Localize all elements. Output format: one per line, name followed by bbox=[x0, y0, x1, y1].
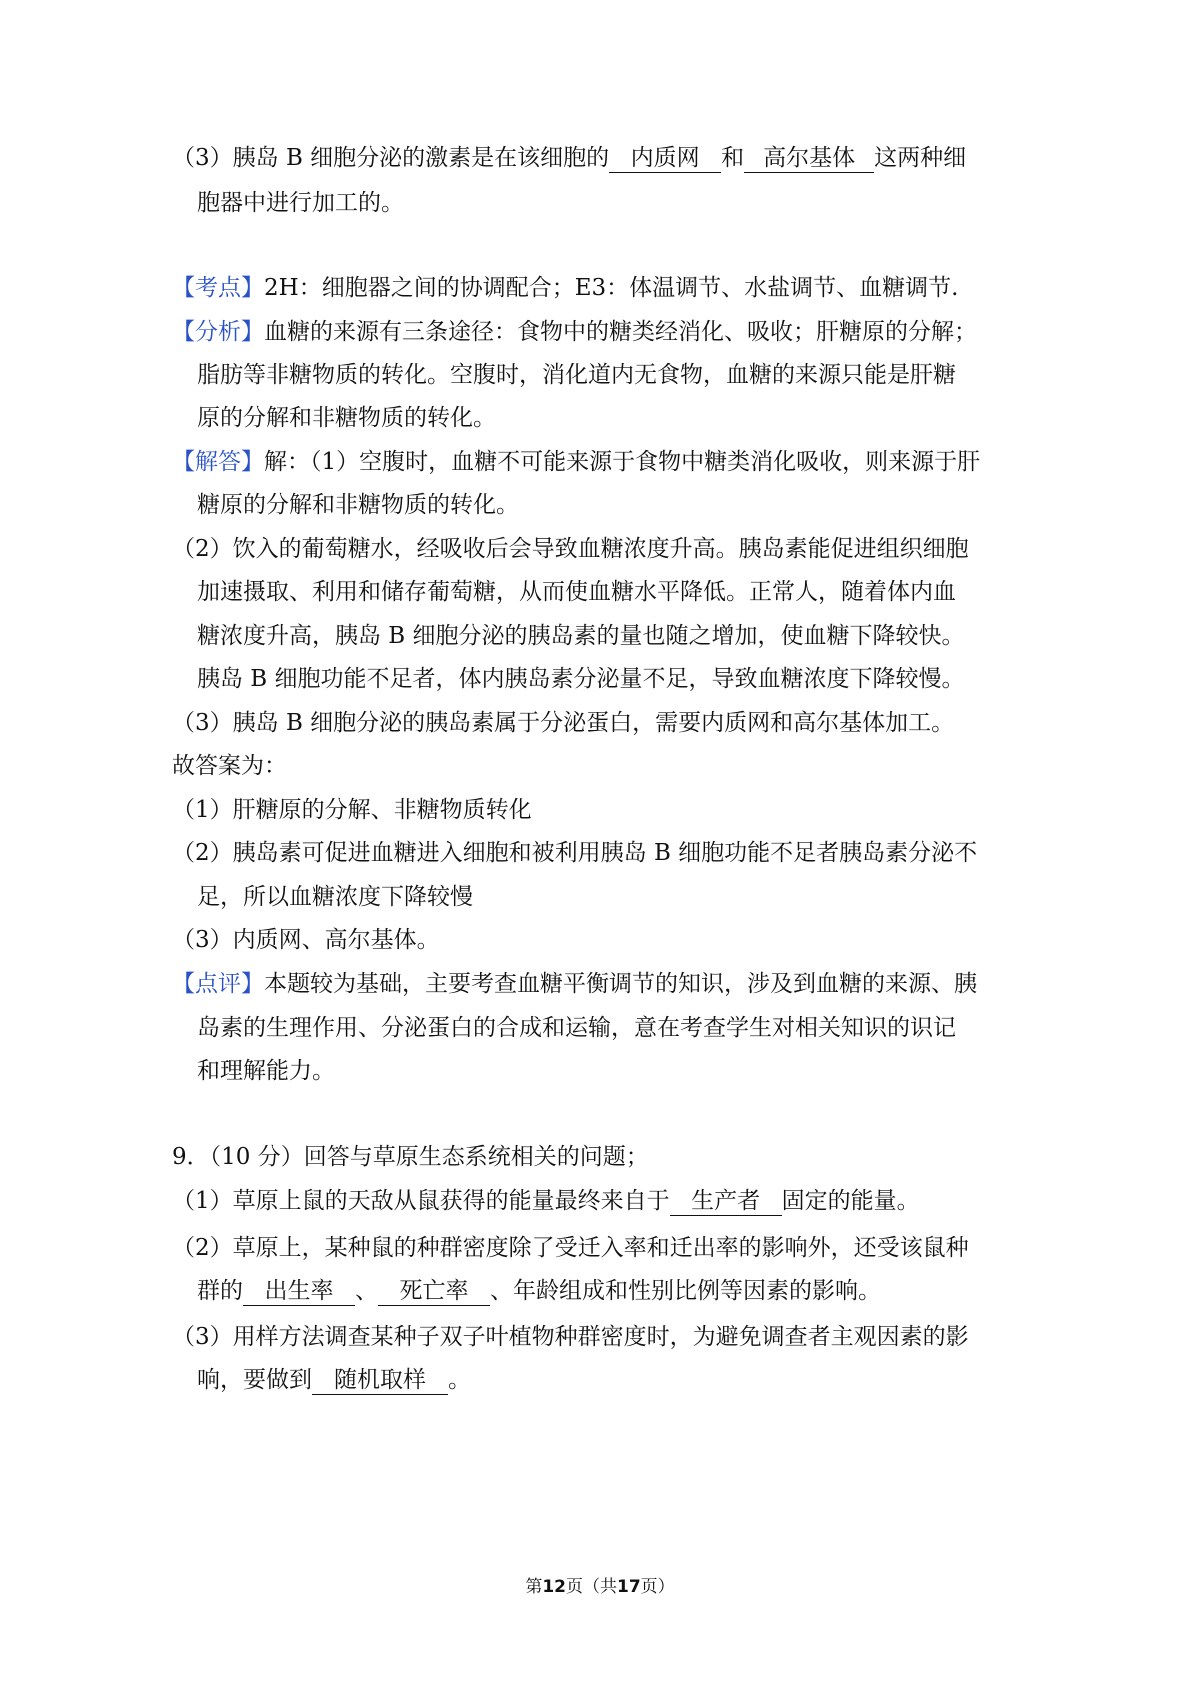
q9-part3-line2 bbox=[0, 1364, 1200, 1396]
page-footer bbox=[0, 1572, 1200, 1597]
dianping-line1 bbox=[0, 968, 1200, 1000]
answer-2-line1: （2）胰岛素可促进血糖进入细胞和被利用胰岛 B 细胞功能不足者胰岛素分泌不 bbox=[172, 840, 978, 866]
answer-blank-producer: 生产者 bbox=[670, 1187, 782, 1216]
q9-part2-line2 bbox=[0, 1275, 1200, 1307]
answer-blank-death-rate: 死亡率 bbox=[378, 1277, 490, 1306]
q8-part3-text: （3）胰岛 B 细胞分泌的激素是在该细胞的 bbox=[172, 145, 610, 171]
q9-part2-line1: （2）草原上，某种鼠的种群密度除了受迁入率和迁出率的影响外，还受该鼠种 bbox=[172, 1235, 969, 1261]
q9-part1-text: （1）草原上鼠的天敌从鼠获得的能量最终来自于 bbox=[172, 1188, 670, 1214]
kaodian-label: 【考点】 bbox=[172, 275, 264, 301]
answer-summary-label: 故答案为： bbox=[172, 753, 287, 779]
dianping-label: 【点评】 bbox=[172, 971, 264, 997]
q9-part1-text-end: 固定的能量。 bbox=[781, 1188, 920, 1214]
jieda-line1 bbox=[0, 446, 1200, 478]
answer-blank-birth-rate: 出生率 bbox=[243, 1277, 355, 1306]
q8-part3-text-end: 这两种细 bbox=[874, 145, 967, 171]
q8-part3-line1 bbox=[0, 142, 1200, 174]
fenxi-line3: 原的分解和非糖物质的转化。 bbox=[197, 405, 496, 431]
kaodian-line bbox=[0, 272, 1200, 304]
q8-part3-connector: 和 bbox=[721, 145, 745, 171]
page-number: 12 bbox=[542, 1577, 566, 1597]
dianping-text1: 本题较为基础，主要考查血糖平衡调节的知识，涉及到血糖的来源、胰 bbox=[264, 971, 977, 997]
answer-blank-1: 内质网 bbox=[609, 144, 721, 173]
fenxi-label: 【分析】 bbox=[172, 319, 264, 345]
q9-part3-text-end: 。 bbox=[448, 1367, 471, 1393]
kaodian-text: 2H：细胞器之间的协调配合；E3：体温调节、水盐调节、血糖调节. bbox=[264, 275, 959, 301]
jieda-label: 【解答】 bbox=[172, 449, 264, 475]
q9-part3-line1: （3）用样方法调查某种子双子叶植物种群密度时，为避免调查者主观因素的影 bbox=[172, 1324, 969, 1350]
q9-part3-text: 响，要做到 bbox=[197, 1367, 312, 1393]
fenxi-line2: 脂肪等非糖物质的转化。空腹时，消化道内无食物，血糖的来源只能是肝糖 bbox=[197, 362, 956, 388]
answer-blank-random-sampling: 随机取样 bbox=[312, 1366, 448, 1395]
jieda-p2-line1: （2）饮入的葡萄糖水，经吸收后会导致血糖浓度升高。胰岛素能促进组织细胞 bbox=[172, 536, 969, 562]
q9-part2-separator: 、 bbox=[355, 1278, 378, 1304]
dianping-line2: 岛素的生理作用、分泌蛋白的合成和运输，意在考查学生对相关知识的识记 bbox=[197, 1015, 956, 1041]
q9-part2-text: 群的 bbox=[197, 1278, 243, 1304]
jieda-text1: 解：（1）空腹时，血糖不可能来源于食物中糖类消化吸收，则来源于肝 bbox=[264, 449, 981, 475]
answer-2-line2: 足，所以血糖浓度下降较慢 bbox=[197, 884, 473, 910]
page-total: 17 bbox=[617, 1577, 641, 1597]
jieda-line2: 糖原的分解和非糖物质的转化。 bbox=[197, 492, 519, 518]
answer-1: （1）肝糖原的分解、非糖物质转化 bbox=[172, 797, 532, 823]
q8-part3-line2: 胞器中进行加工的。 bbox=[197, 190, 404, 216]
dianping-line3: 和理解能力。 bbox=[197, 1058, 335, 1084]
jieda-p3-line1: （3）胰岛 B 细胞分泌的胰岛素属于分泌蛋白，需要内质网和高尔基体加工。 bbox=[172, 710, 955, 736]
q9-part1 bbox=[0, 1185, 1200, 1217]
fenxi-line1 bbox=[0, 316, 1200, 348]
fenxi-text1: 血糖的来源有三条途径：食物中的糖类经消化、吸收；肝糖原的分解； bbox=[264, 319, 977, 345]
q9-title: 9．（10 分）回答与草原生态系统相关的问题； bbox=[172, 1144, 649, 1170]
jieda-p2-line3: 糖浓度升高，胰岛 B 细胞分泌的胰岛素的量也随之增加，使血糖下降较快。 bbox=[197, 623, 965, 649]
footer-suffix: 页） bbox=[640, 1577, 675, 1597]
answer-3: （3）内质网、高尔基体。 bbox=[172, 927, 440, 953]
jieda-p2-line4: 胰岛 B 细胞功能不足者，体内胰岛素分泌量不足，导致血糖浓度下降较慢。 bbox=[197, 666, 965, 692]
footer-prefix: 第 bbox=[525, 1577, 543, 1597]
footer-middle: 页（共 bbox=[566, 1577, 617, 1597]
jieda-p2-line2: 加速摄取、利用和储存葡萄糖，从而使血糖水平降低。正常人，随着体内血 bbox=[197, 579, 956, 605]
q9-part2-text-end: 、年龄组成和性别比例等因素的影响。 bbox=[490, 1278, 881, 1304]
answer-blank-2: 高尔基体 bbox=[744, 144, 874, 173]
